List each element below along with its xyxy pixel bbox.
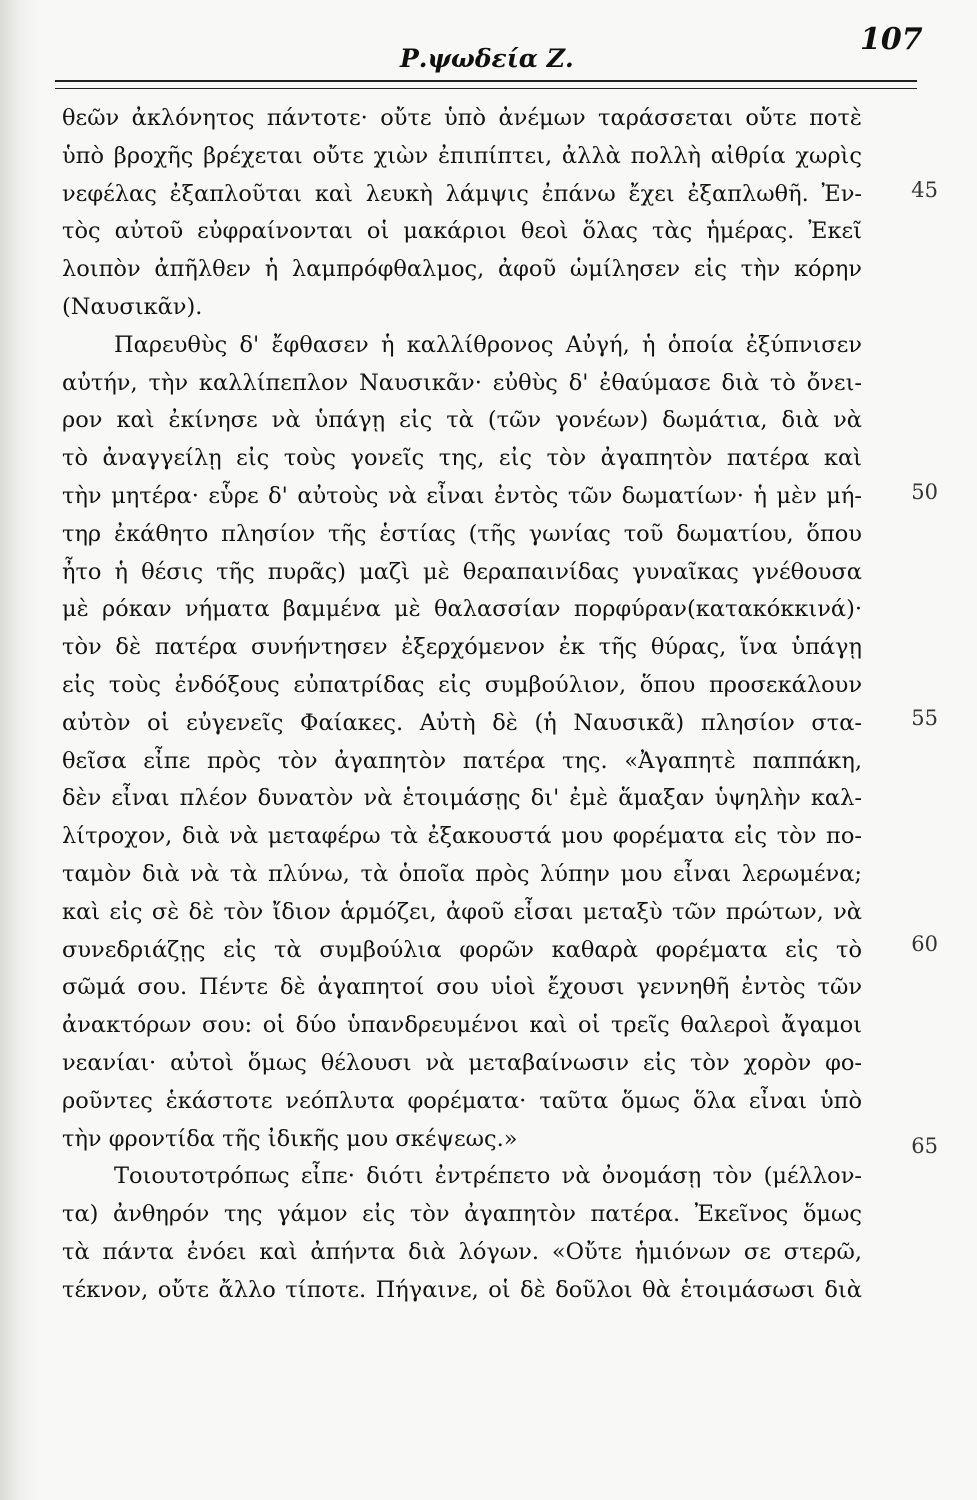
text-line: σῶμά σου. Πέντε δὲ ἀγαπητοί σου υἱοὶ ἔχουσι γεννηθῆ ἐντὸς τῶν: [62, 974, 862, 1001]
text-line: τὰ πάντα ἐνόει καὶ ἀπήντα διὰ λόγων. «Οὔτε ἡμιόνων σε στερῶ,: [62, 1238, 862, 1265]
text-line: ἀνακτόρων σου: οἱ δύο ὑπανδρευμένοι καὶ οἱ τρεῖς θαλεροὶ ἄγαμοι: [62, 1012, 862, 1039]
text-line: αὐτὸν οἱ εὐγενεῖς Φαίακες. Αὐτὴ δὲ (ἡ Ναυσικᾶ) πλησίον στα-: [62, 709, 862, 736]
text-line: τηρ ἐκάθητο πλησίον τῆς ἑστίας (τῆς γωνίας τοῦ δωματίου, ὅπου: [62, 520, 862, 547]
text-line: Παρευθὺς δ' ἔφθασεν ἡ καλλίθρονος Αὐγή, ἡ ὁποία ἐξύπνισεν: [114, 331, 862, 358]
text-line: καὶ εἰς σὲ δὲ τὸν ἴδιον ἁρμόζει, ἀφοῦ εἶσαι μεταξὺ τῶν πρώτων, νὰ: [62, 898, 862, 925]
text-line: θεῖσα εἶπε πρὸς τὸν ἀγαπητὸν πατέρα της. «Ἀγαπητὲ παππάκη,: [62, 747, 862, 774]
line-number: 45: [911, 178, 938, 202]
text-line: τὴν φροντίδα τῆς ἰδικῆς μου σκέψεως.»: [62, 1125, 518, 1152]
text-line: λοιπὸν ἀπῆλθεν ἡ λαμπρόφθαλμος, ἀφοῦ ὡμίλησεν εἰς τὴν κόρην: [62, 256, 862, 283]
line-number: 50: [911, 480, 938, 504]
text-line: ταμὸν διὰ νὰ τὰ πλύνω, τὰ ὁποῖα πρὸς λύπην μου εἶναι λερωμένα;: [62, 860, 862, 887]
text-line: (Ναυσικᾶν).: [62, 293, 203, 320]
text-line: ρον καὶ ἐκίνησε νὰ ὑπάγῃ εἰς τὰ (τῶν γονέων) δωμάτια, διὰ νὰ: [62, 407, 862, 434]
text-line: εἰς τοὺς ἐνδόξους εὐπατρίδας εἰς συμβούλιον, ὅπου προσεκάλουν: [62, 671, 862, 698]
text-line: τέκνον, οὔτε ἄλλο τίποτε. Πήγαινε, οἱ δὲ δοῦλοι θὰ ἑτοιμάσωσι διὰ: [62, 1276, 862, 1303]
text-line: ἦτο ἡ θέσις τῆς πυρᾶς) μαζὶ μὲ θεραπαινίδας γυναῖκας γνέθουσα: [62, 558, 862, 585]
text-line: Τοιουτοτρόπως εἶπε· διότι ἐντρέπετο νὰ ὀνομάσῃ τὸν (μέλλον-: [114, 1163, 862, 1190]
text-line: νεανίαι· αὐτοὶ ὅμως θέλουσι νὰ μεταβαίνωσιν εἰς τὸν χορὸν φο-: [62, 1049, 862, 1076]
text-line: αὐτήν, τὴν καλλίπεπλον Ναυσικᾶν· εὐθὺς δ' ἐθαύμασε διὰ τὸ ὄνει-: [62, 369, 862, 396]
header-rule: [55, 80, 917, 82]
header-rule-thin: [55, 88, 917, 89]
page-number: 107: [860, 22, 923, 57]
text-line: θεῶν ἀκλόνητος πάντοτε· οὔτε ὑπὸ ἀνέμων ταράσσεται οὔτε ποτὲ: [62, 105, 862, 131]
body-text: [62, 100, 862, 1310]
text-line: τὸς αὐτοῦ εὐφραίνονται οἱ μακάριοι θεοὶ ὅλας τὰς ἡμέρας. Ἐκεῖ: [62, 218, 862, 245]
text-line: νεφέλας ἐξαπλοῦται καὶ λευκὴ λάμψις ἐπάνω ἔχει ἐξαπλωθῆ. Ἐν-: [62, 180, 862, 207]
text-line: τὸ ἀναγγείλῃ εἰς τοὺς γονεῖς της, εἰς τὸν ἀγαπητὸν πατέρα καὶ: [62, 445, 862, 472]
text-line: μὲ ρόκαν νήματα βαμμένα μὲ θαλασσίαν πορφύραν(κατακόκκινά)·: [62, 596, 862, 623]
text-line: τὸν δὲ πατέρα συνήντησεν ἐξερχόμενον ἐκ τῆς θύρας, ἵνα ὑπάγῃ: [62, 634, 862, 661]
text-line: τὴν μητέρα· εὗρε δ' αὐτοὺς νὰ εἶναι ἐντὸς τῶν δωματίων· ἡ μὲν μή-: [62, 482, 862, 509]
text-line: λίτροχον, διὰ νὰ μεταφέρω τὰ ἐξακουστά μου φορέματα εἰς τὸν πο-: [62, 823, 862, 850]
line-number: 60: [911, 932, 938, 956]
line-number: 55: [911, 706, 938, 730]
text-line: ὑπὸ βροχῆς βρέχεται οὔτε χιὼν ἐπιπίπτει, ἀλλὰ πολλὴ αἰθρία χωρὶς: [62, 142, 862, 169]
running-title: Ρ.ψωδεία Ζ.: [400, 44, 574, 73]
line-number: 65: [911, 1134, 938, 1158]
text-line: δὲν εἶναι πλέον δυνατὸν νὰ ἑτοιμάσῃς δι' ἐμὲ ἅμαξαν ὑψηλὴν καλ-: [62, 785, 862, 812]
text-line: ροῦντες ἑκάστοτε νεόπλυτα φορέματα· ταῦτα ὅμως ὅλα εἶναι ὑπὸ: [62, 1087, 862, 1114]
text-line: συνεδριάζῃς εἰς τὰ συμβούλια φορῶν καθαρὰ φορέματα εἰς τὸ: [62, 936, 862, 963]
text-line: τα) ἀνθηρόν της γάμον εἰς τὸν ἀγαπητὸν πατέρα. Ἐκεῖνος ὅμως: [62, 1201, 862, 1228]
